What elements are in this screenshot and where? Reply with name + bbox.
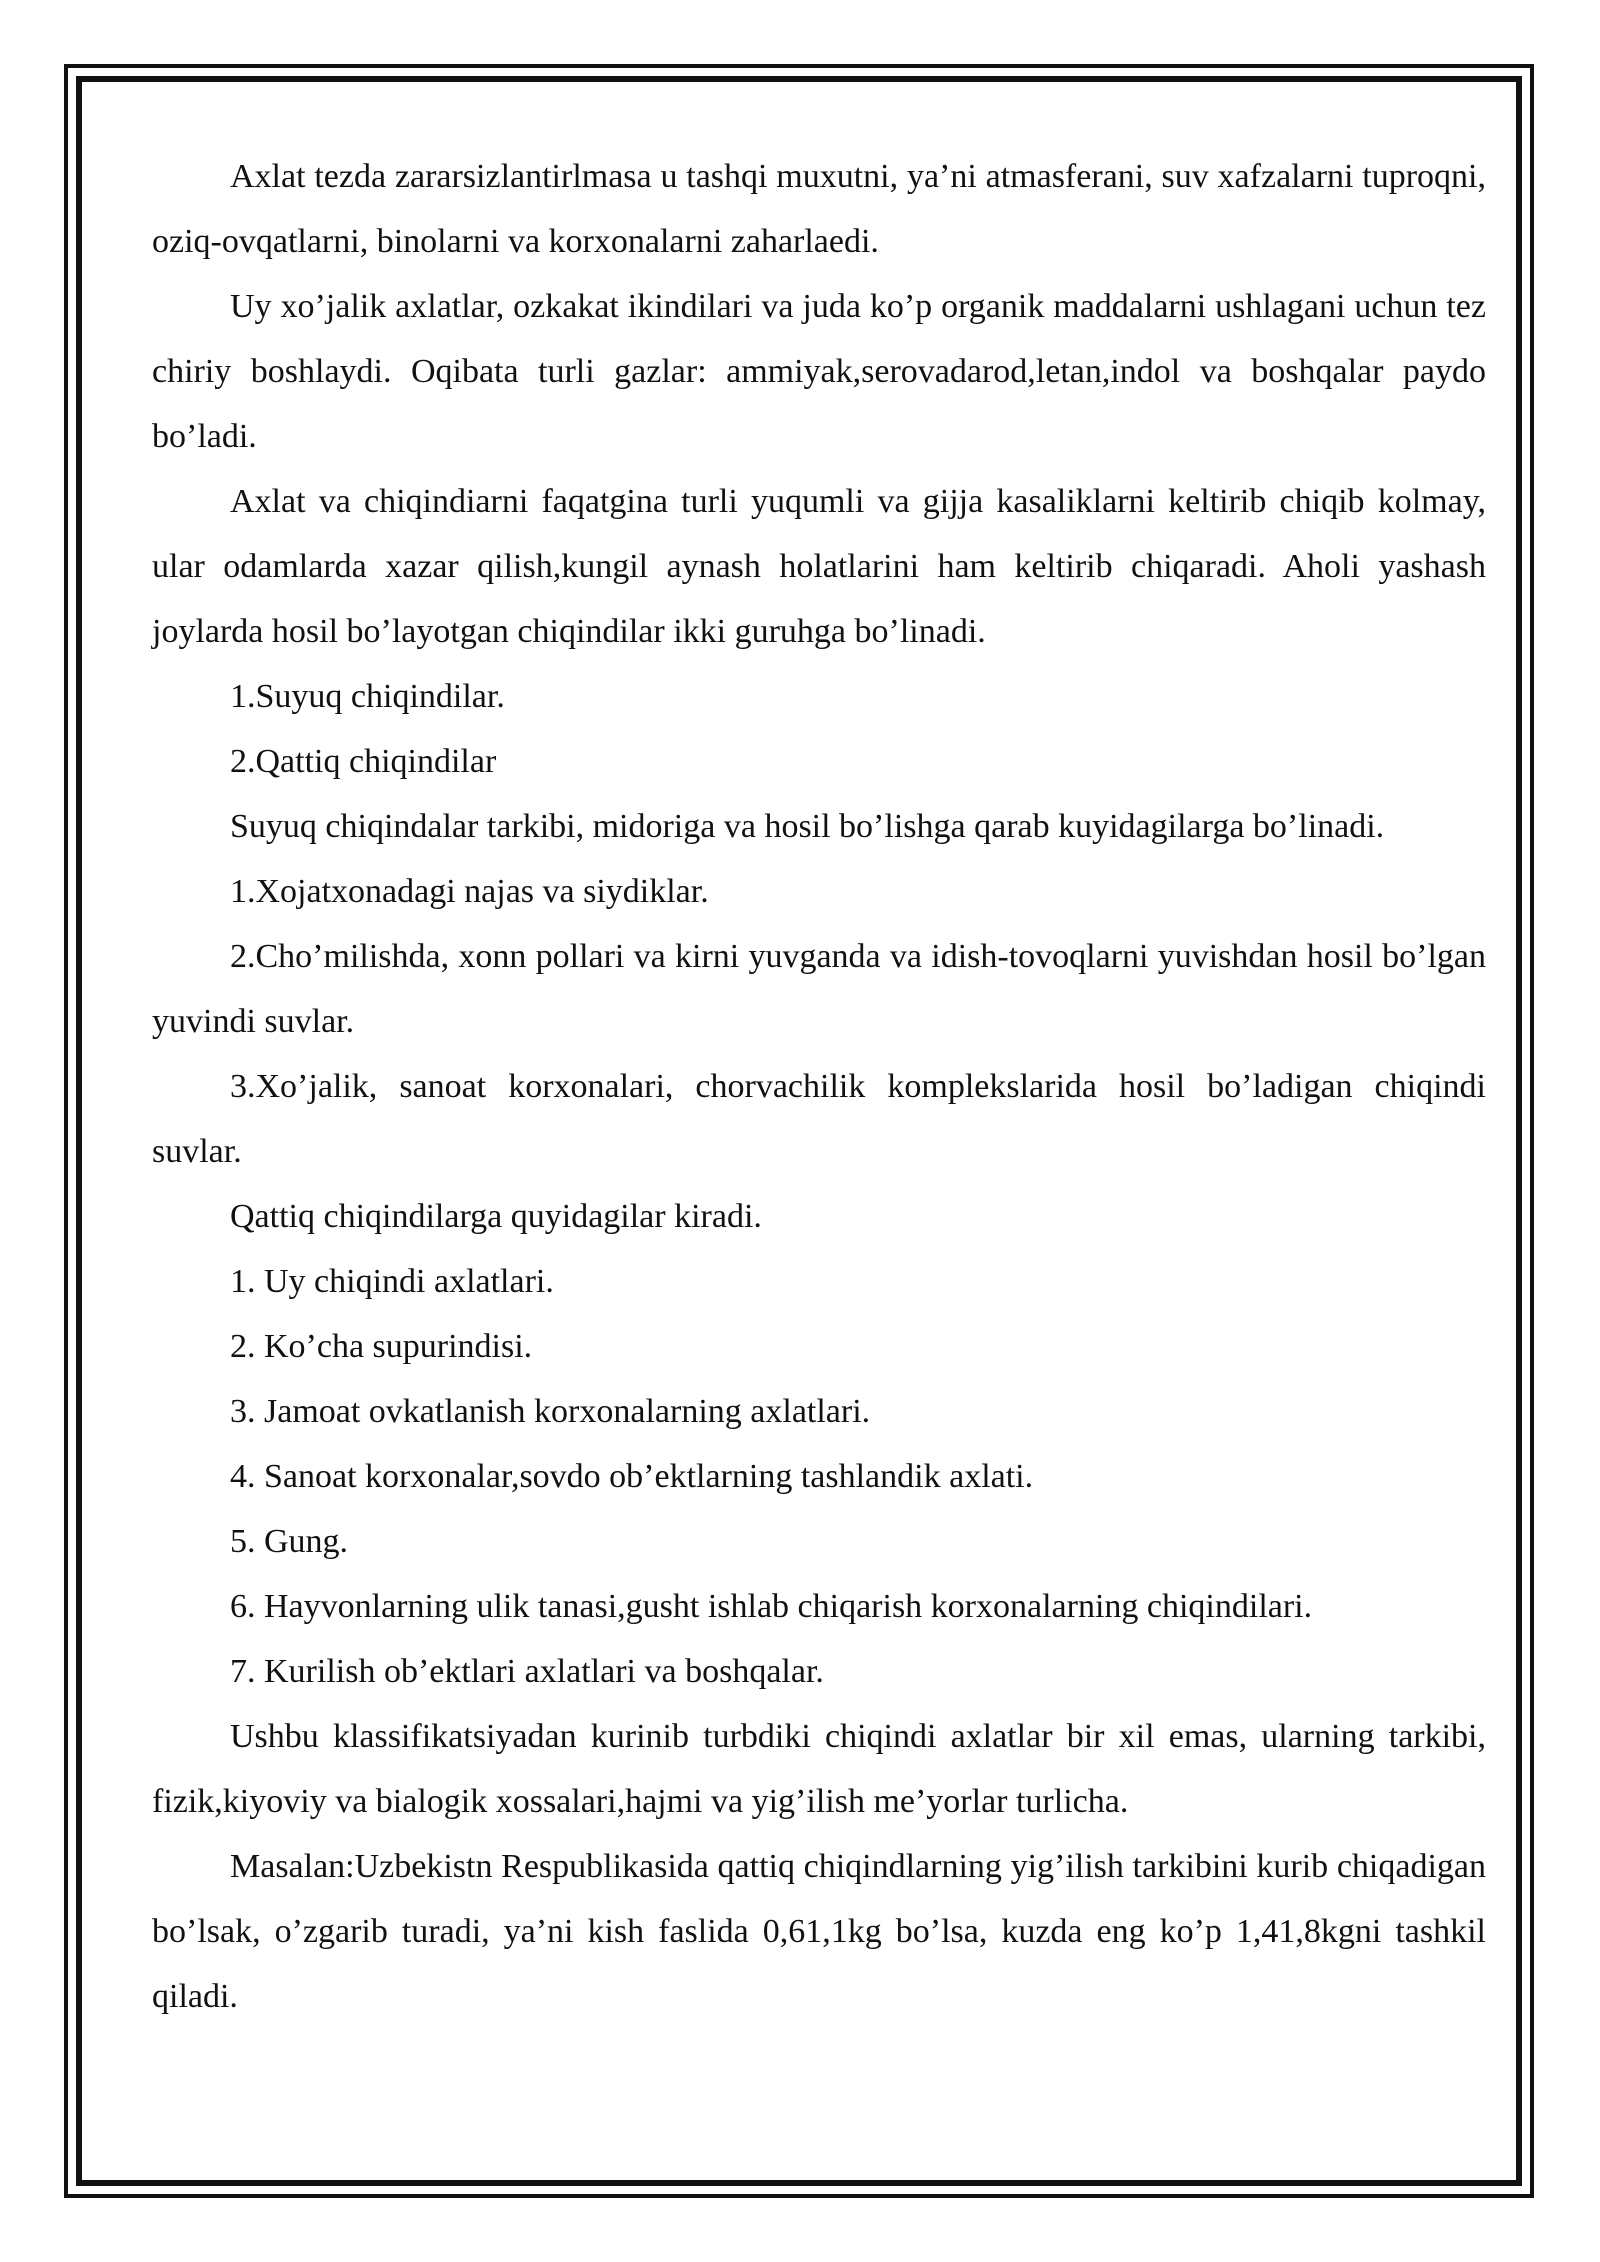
paragraph: Axlat va chiqindiarni faqatgina turli yuqumli va gijja kasaliklarni keltirib chiqib kolmay, ular odamlarda xazar qilish,kungil aynash holatlarini ham keltirib chiqaradi. Aholi yashash joylarda hosil bo’layotgan chiqindilar ikki guruhga bo’linadi. [152,483,1486,650]
list-item: 2.Qattiq chiqindilar [230,743,497,780]
list-item: 1. Uy chiqindi axlatlari. [230,1263,554,1300]
paragraph: Qattiq chiqindilarga quyidagilar kiradi. [230,1198,762,1235]
list-item: 7. Kurilish ob’ektlari axlatlari va boshqalar. [230,1653,824,1690]
list-item: 1.Xojatxonadagi najas va siydiklar. [230,873,709,910]
list-item: 2.Cho’milishda, xonn pollari va kirni yuvganda va idish-tovoqlarni yuvishdan hosil bo’lgan yuvindi suvlar. [152,938,1486,1040]
list-item: 6. Hayvonlarning ulik tanasi,gusht ishlab chiqarish korxonalarning chiqindilari. [230,1588,1313,1625]
list-item: 3. Jamoat ovkatlanish korxonalarning axlatlari. [230,1393,871,1430]
list-item: 3.Xo’jalik, sanoat korxonalari, chorvachilik komplekslarida hosil bo’ladigan chiqindi suvlar. [152,1068,1486,1170]
document-body [152,144,1486,2029]
list-item: 2. Ko’cha supurindisi. [230,1328,533,1365]
paragraph: Suyuq chiqindalar tarkibi, midoriga va hosil bo’lishga qarab kuyidagilarga bo’linadi. [230,808,1385,845]
paragraph: Masalan:Uzbekistn Respublikasida qattiq chiqindlarning yig’ilish tarkibini kurib chiqadigan bo’lsak, o’zgarib turadi, ya’ni kish faslida 0,61,1kg bo’lsa, kuzda eng ko’p 1,41,8kgni tashkil qiladi. [152,1848,1486,2015]
paragraph: Axlat tezda zararsizlantirlmasa u tashqi muxutni, ya’ni atmasferani, suv xafzalarni tuproqni, oziq-ovqatlarni, binolarni va korxonalarni zaharlaedi. [152,158,1486,260]
paragraph: Uy xo’jalik axlatlar, ozkakat ikindilari va juda ko’p organik maddalarni ushlagani uchun tez chiriy boshlaydi. Oqibata turli gazlar: ammiyak,serovadarod,letan,indol va boshqalar paydo bo’ladi. [152,288,1486,455]
list-item: 1.Suyuq chiqindilar. [230,678,505,715]
paragraph: Ushbu klassifikatsiyadan kurinib turbdiki chiqindi axlatlar bir xil emas, ularning tarkibi, fizik,kiyoviy va bialogik xossalari,hajmi va yig’ilish me’yorlar turlicha. [152,1718,1486,1820]
list-item: 4. Sanoat korxonalar,sovdo ob’ektlarning tashlandik axlati. [230,1458,1034,1495]
list-item: 5. Gung. [230,1523,349,1560]
